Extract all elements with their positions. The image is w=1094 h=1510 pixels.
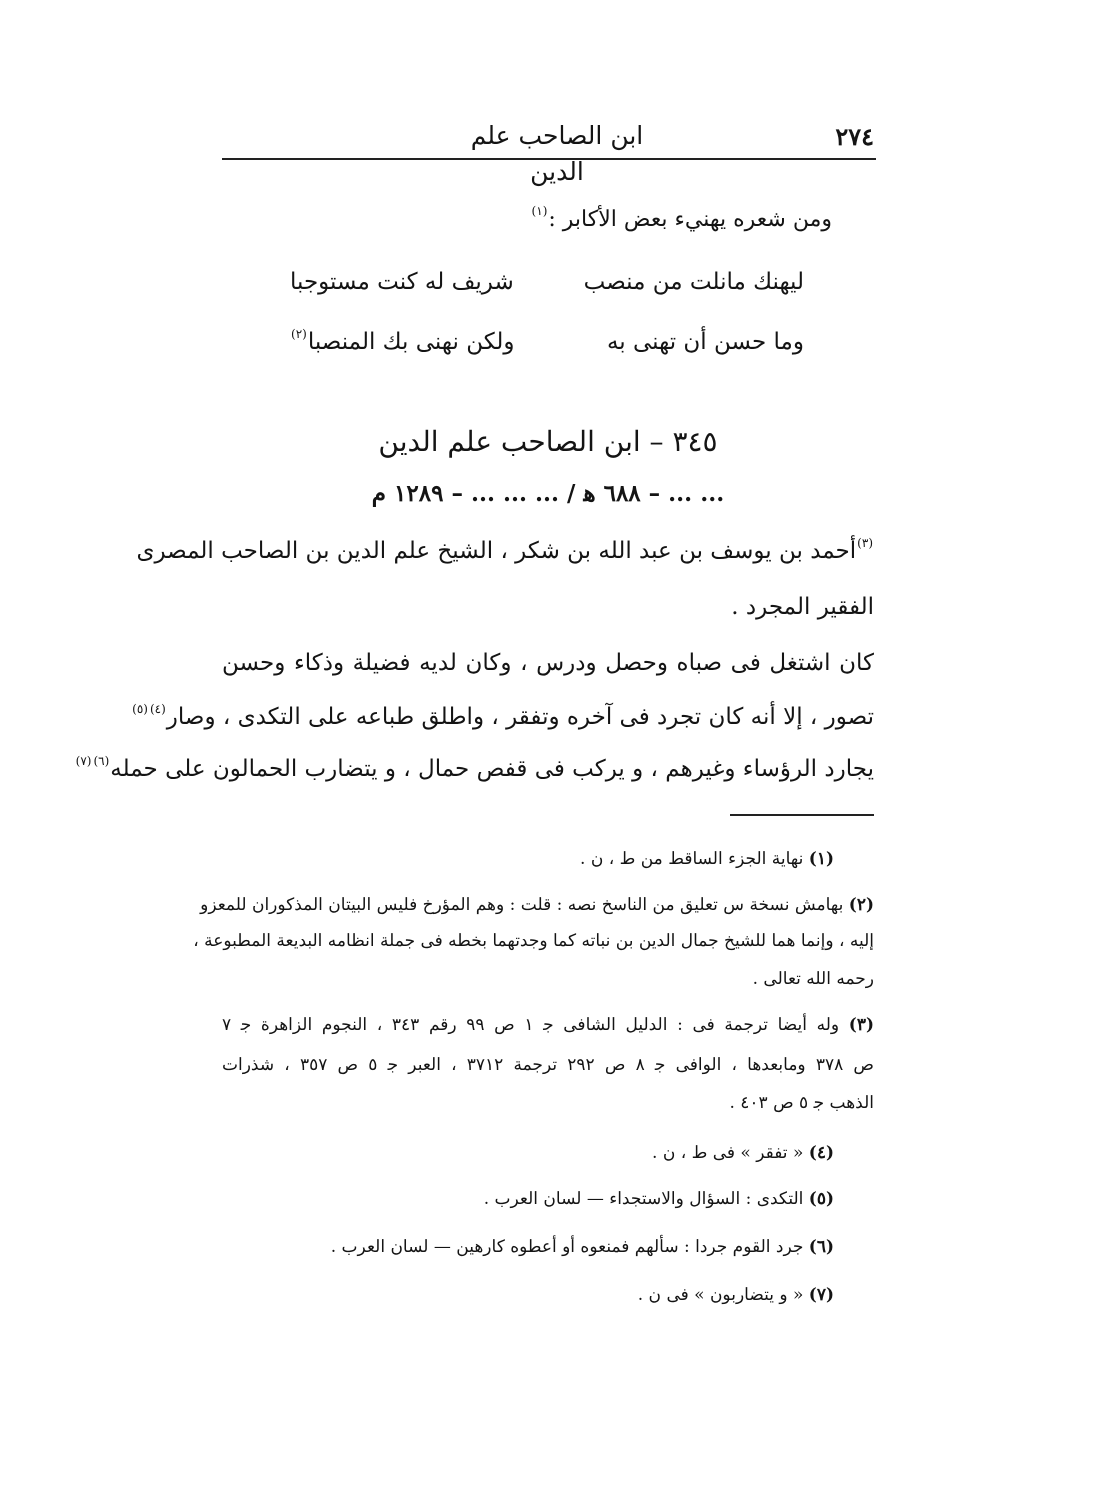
header-rule [222, 158, 876, 160]
body-line-text: كان اشتغل فى صباه وحصل ودرس ، وكان لديه فضيلة وذكاء وحسن [222, 650, 874, 676]
footnote-3-line-2 [222, 1048, 874, 1082]
footnote-marker: (١) [531, 204, 548, 219]
footnote-text: « و يتضاربون » فى ن . [637, 1285, 804, 1305]
page-number: ٢٧٤ [835, 122, 874, 151]
footnote-number: (٢) [848, 895, 874, 915]
footnote-number: (١) [808, 849, 834, 869]
footnote-2-line-1 [200, 888, 874, 922]
footnote-marker: (٣) [857, 536, 873, 551]
footnote-text: وله أيضا ترجمة فى : الدليل الشافى ﺟ ١ ص ٩٩ رقم ٣٤٣ ، النجوم الزاهرة ﺟ ٧ [222, 1015, 840, 1035]
verse-1-second-hemistich: شريف له كنت مستوجبا [290, 269, 514, 295]
footnote-2-line-2 [193, 924, 874, 958]
footnote-4 [222, 1136, 874, 1170]
footnote-text: ص ٣٧٨ ومابعدها ، الوافى ﺟ ٨ ص ٢٩٢ ترجمة ٣٧١٢ ، العبر ﺟ ٥ ص ٣٥٧ ، شذرات [222, 1055, 874, 1075]
verse-2-first-hemistich: وما حسن أن تهنى به [606, 329, 804, 355]
footnote-text: التكدى : السؤال والاستجداء — لسان العرب . [483, 1189, 804, 1209]
footnote-3-line-3 [222, 1086, 874, 1120]
body-line [222, 584, 874, 630]
footnote-marker: (٤) [149, 702, 166, 717]
footnote-1 [222, 842, 874, 876]
poem-intro-text: ومن شعره يهنيء بعض الأكابر : [548, 207, 832, 232]
footnote-text: جرد القوم جردا : سألهم فمنعوه أو أعطوه كارهين — لسان العرب . [330, 1237, 804, 1257]
footnote-number: (٧) [808, 1285, 834, 1305]
body-line-text: يجارد الرؤساء وغيرهم ، و يركب فى قفص حمال ، و يتضارب الحمالون على حمله [110, 756, 874, 782]
footnote-5 [222, 1182, 874, 1216]
footnote-text: رحمه الله تعالى . [752, 969, 874, 989]
footnote-6 [222, 1230, 874, 1264]
poem-intro [531, 200, 832, 240]
footnote-marker: (٦) [93, 754, 110, 769]
footnote-text: بهامش نسخة س تعليق من الناسخ نصه : قلت : وهم المؤرخ فليس البيتان المذكوران للمعزو [200, 895, 844, 915]
footnote-3-line-1 [222, 1008, 874, 1042]
body-line [75, 746, 874, 792]
body-line [222, 640, 874, 686]
footnote-number: (٣) [848, 1015, 874, 1035]
body-line-text: أحمد بن يوسف بن عبد الله بن شكر ، الشيخ علم الدين بن الصاحب المصرى [136, 538, 857, 564]
footnote-rule [730, 814, 874, 816]
footnote-number: (٥) [808, 1189, 834, 1209]
verse-1-first-hemistich: ليهنك مانلت من منصب [583, 269, 804, 295]
footnote-text: إليه ، وإنما هما للشيخ جمال الدين بن نباته كما وجدتهما بخطه فى جملة انظامه البديعة المطبوعة ، [193, 931, 874, 951]
biography-heading: ٣٤٥ – ابن الصاحب علم الدين [378, 425, 718, 458]
footnote-text: نهاية الجزء الساقط من ط ، ن . [580, 849, 804, 869]
biography-dates: ... ... – ٦٨٨ ﻫ / ... ... ... – ١٢٨٩ م [371, 480, 725, 507]
footnote-text: « تفقر » فى ط ، ن . [652, 1143, 804, 1163]
body-line-text: تصور ، إلا أنه كان تجرد فى آخره وتفقر ، واطلق طباعه على التكدى ، وصار [166, 704, 874, 730]
footnote-marker: (٥) [132, 702, 148, 717]
body-line [132, 694, 874, 740]
footnote-number: (٦) [808, 1237, 834, 1257]
running-title: ابن الصاحب علم الدين [470, 121, 644, 186]
footnote-number: (٤) [808, 1143, 834, 1163]
footnote-marker: (٧) [75, 754, 92, 769]
verse-2-second-hemistich [290, 322, 515, 362]
running-header [222, 118, 874, 186]
body-line-text: الفقير المجرد . [731, 594, 874, 620]
body-line [136, 528, 874, 574]
footnote-text: الذهب ﺟ ٥ ص ٤٠٣ . [729, 1093, 874, 1113]
footnote-marker: (٢) [291, 327, 307, 342]
footnote-7 [222, 1278, 874, 1312]
verse-2-second-text: ولكن نهنى بك المنصبا [307, 329, 515, 355]
footnote-2-line-3 [222, 962, 874, 996]
